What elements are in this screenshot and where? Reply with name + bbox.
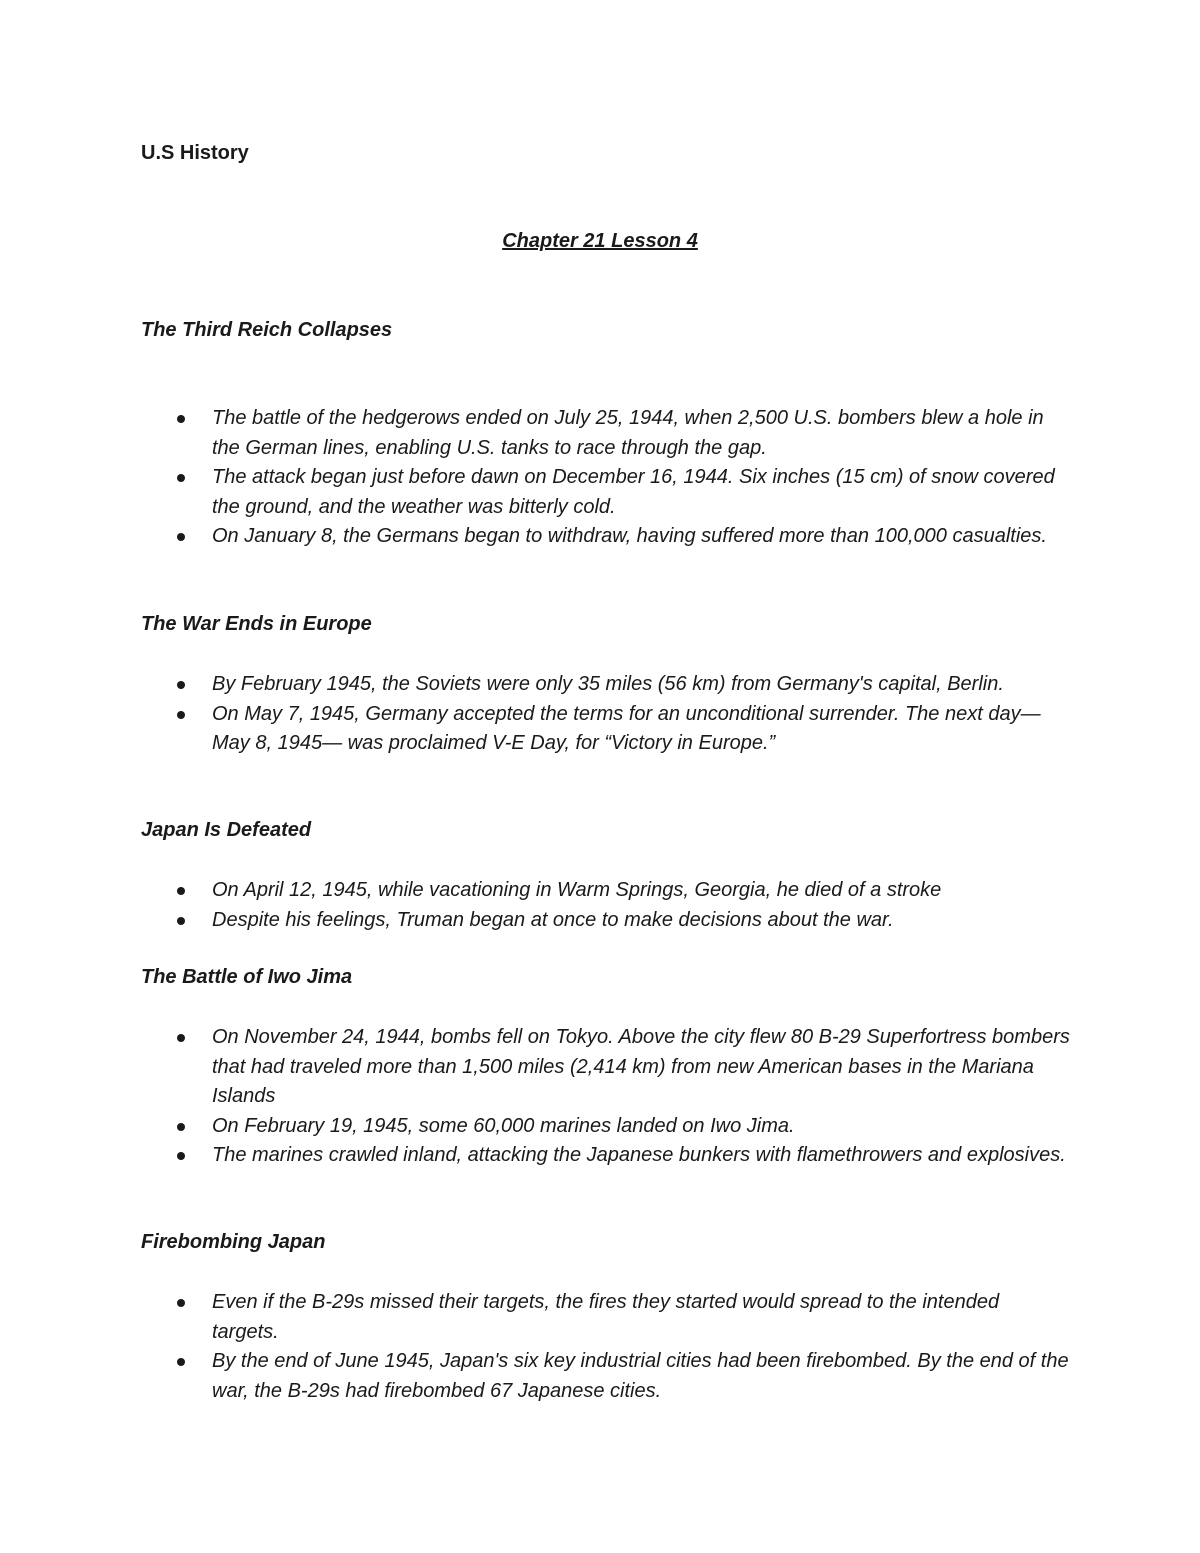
list-item <box>170 906 1070 936</box>
list-item <box>170 463 1070 522</box>
bullet-icon <box>177 917 185 925</box>
bullet-icon <box>177 1034 185 1042</box>
bullet-icon <box>177 474 185 482</box>
bullet-text: Even if the B-29s missed their targets, the fires they started would spread to the intended targets. <box>212 1291 1000 1343</box>
list-item <box>170 1288 1070 1347</box>
bullet-text: On April 12, 1945, while vacationing in Warm Springs, Georgia, he died of a stroke <box>212 879 942 901</box>
section-heading-war-ends-europe: The War Ends in Europe <box>141 613 372 635</box>
bullet-icon <box>177 533 185 541</box>
list-item <box>170 522 1070 552</box>
list-item <box>170 1141 1070 1171</box>
bullet-text: On November 24, 1944, bombs fell on Tokyo. Above the city flew 80 B-29 Superfortress bombers that had traveled more than 1,500 miles (2,414 km) from new American bases in the Mariana Islands <box>212 1026 1070 1107</box>
chapter-title: Chapter 21 Lesson 4 <box>502 230 698 252</box>
bullet-text: On January 8, the Germans began to withdraw, having suffered more than 100,000 casualties. <box>212 525 1047 547</box>
bullet-text: Despite his feelings, Truman began at once to make decisions about the war. <box>212 908 894 931</box>
section-heading-third-reich: The Third Reich Collapses <box>141 319 393 341</box>
course-title: U.S History <box>141 142 249 164</box>
bullet-list-iwo-jima <box>170 1023 1070 1171</box>
section-heading-firebombing: Firebombing Japan <box>141 1231 326 1253</box>
list-item <box>170 700 1070 759</box>
bullet-text: By the end of June 1945, Japan's six key industrial cities had been firebombed. By the end of the war, the B-29s had firebombed 67 Japanese cities. <box>212 1350 1069 1402</box>
list-item <box>170 1023 1070 1112</box>
bullet-icon <box>177 1152 185 1160</box>
list-item <box>170 670 1070 700</box>
bullet-icon <box>177 1358 185 1366</box>
bullet-text: The marines crawled inland, attacking the Japanese bunkers with flamethrowers and explosives. <box>212 1144 1066 1166</box>
list-item <box>170 1112 1070 1142</box>
section-heading-japan-defeated: Japan Is Defeated <box>141 819 312 841</box>
list-item <box>170 1347 1070 1406</box>
bullet-text: By February 1945, the Soviets were only 35 miles (56 km) from Germany's capital, Berlin. <box>212 673 1004 695</box>
bullet-icon <box>177 1299 185 1307</box>
list-item <box>170 404 1070 463</box>
bullet-text: The battle of the hedgerows ended on July 25, 1944, when 2,500 U.S. bombers blew a hole in the German lines, enabling U.S. tanks to race through the gap. <box>212 407 1044 459</box>
bullet-icon <box>177 681 185 689</box>
section-heading-iwo-jima: The Battle of Iwo Jima <box>141 966 353 988</box>
bullet-icon <box>177 887 185 895</box>
list-item <box>170 876 1070 906</box>
bullet-text: On February 19, 1945, some 60,000 marines landed on Iwo Jima. <box>212 1114 795 1137</box>
bullet-list-firebombing <box>170 1288 1070 1406</box>
bullet-icon <box>177 1123 185 1131</box>
bullet-icon <box>177 711 185 719</box>
bullet-text: The attack began just before dawn on December 16, 1944. Six inches (15 cm) of snow covered the ground, and the weather was bitterly cold. <box>212 466 1055 518</box>
bullet-icon <box>177 415 185 423</box>
bullet-list-war-ends-europe <box>170 670 1070 759</box>
bullet-text: On May 7, 1945, Germany accepted the terms for an unconditional surrender. The next day—May 8, 1945— was proclaimed V-E Day, for “Victory in Europe.” <box>212 702 1041 754</box>
bullet-list-third-reich <box>170 404 1070 552</box>
bullet-list-japan-defeated <box>170 876 1070 935</box>
